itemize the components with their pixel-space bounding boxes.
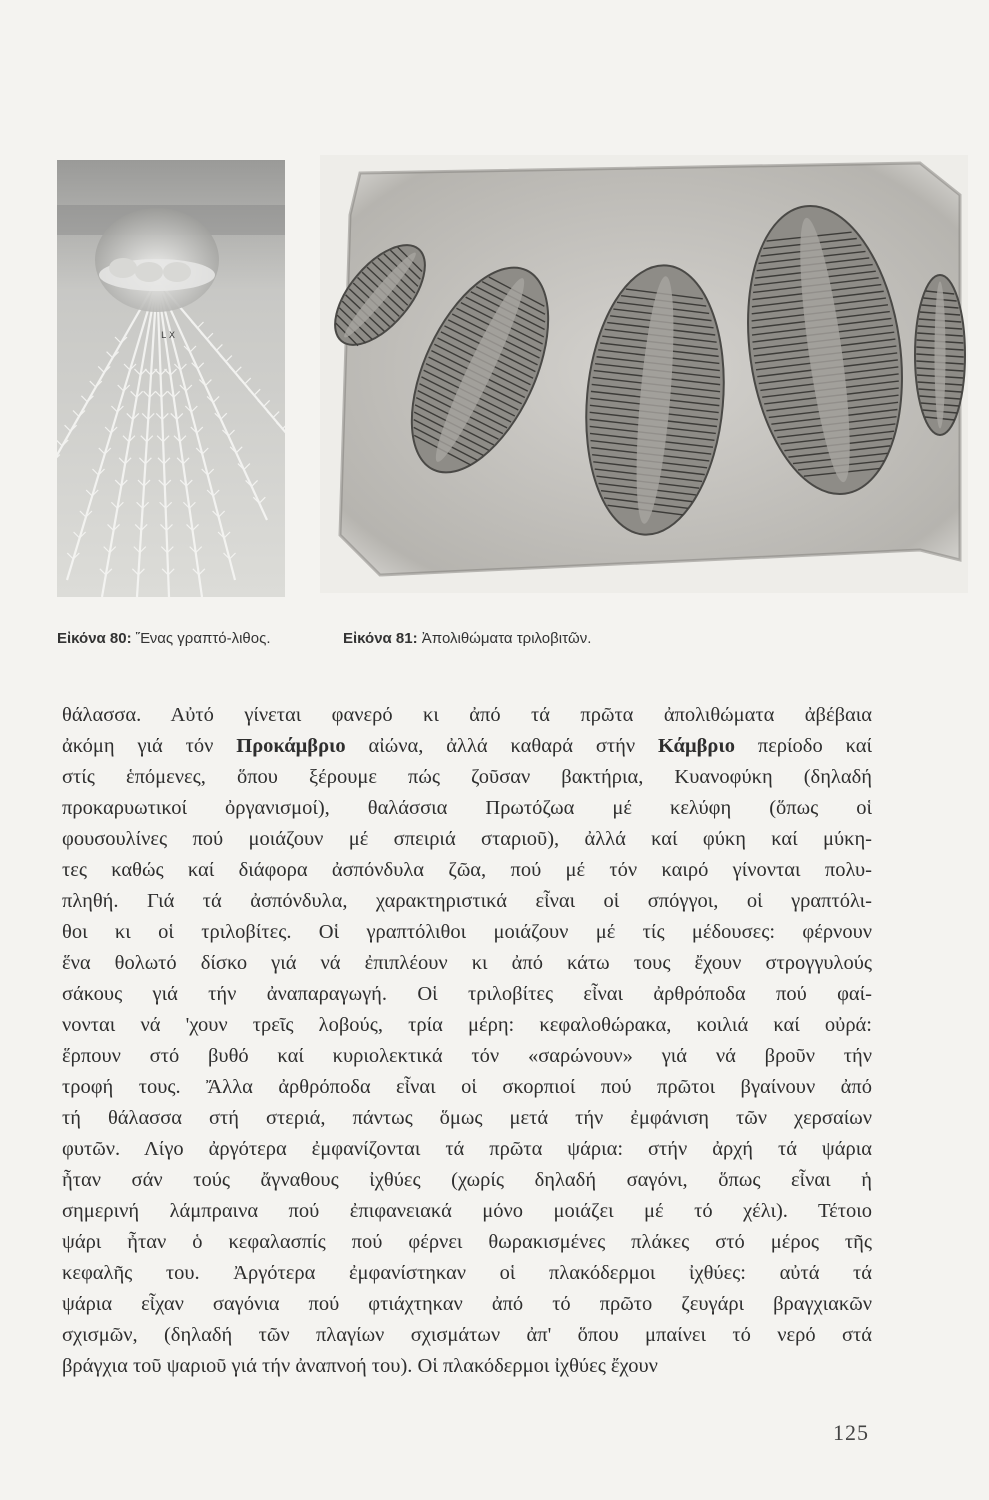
trilobite-fossil-drawing [320,155,968,593]
figure-81-trilobites-image [320,155,968,593]
page-number: 125 [833,1420,869,1445]
body-line: τες καθώς καί διάφορα ἀσπόνδυλα ζῶα, πού μέ τόν καιρό γίνονται πολυ- [62,859,872,881]
body-line: θοι κι οἱ τριλοβίτες. Οἱ γραπτόλιθοι μοιάζουν μέ τίς μέδουσες: φέρνουν [62,921,872,943]
body-line: ἀκόμη γιά τόν Προκάμβριο αἰώνα, ἀλλά καθαρά στήν Κάμβριο περίοδο καί [62,735,872,757]
figure-81-caption [343,628,943,650]
figure-81-caption-text: Ἀπολιθώματα τριλοβιτῶν. [421,630,592,647]
body-line: φυτῶν. Λίγο ἀργότερα ἐμφανίζονται τά πρῶτα ψάρια: στήν ἀρχή τά ψάρια [62,1138,872,1160]
body-line: προκαρυωτικοί ὀργανισμοί), θαλάσσια Πρωτόζωα μέ κελύφη (ὅπως οἱ [62,797,872,819]
body-line: σημερινή λάμπραινα πού ἐπιφανειακά μόνο μοιάζει μέ τό χέλι). Τέτοιο [62,1200,872,1222]
photo-mark: L X [161,331,176,341]
body-line: πληθή. Γιά τά ἀσπόνδυλα, χαρακτηριστικά εἶναι οἱ σπόγγοι, οἱ γραπτόλι- [62,890,872,912]
body-line: θάλασσα. Αὐτό γίνεται φανερό κι ἀπό τά πρῶτα ἀπολιθώματα ἀβέβαια [62,704,872,726]
body-line: ψάρια εἶχαν σαγόνια πού φτιάχτηκαν ἀπό τό πρῶτο ζευγάρι βραγχιακῶν [62,1293,872,1315]
trilobite-fossil [915,275,965,435]
body-line: σάκους γιά τήν ἀναπαραγωγή. Οἱ τριλοβίτες εἶναι ἀρθρόποδα πού φαί- [62,983,872,1005]
body-line: ψάρι ἦταν ὁ κεφαλασπίς πού φέρνει θωρακισμένες πλάκες στό μέρος τῆς [62,1231,872,1253]
body-line: τή θάλασσα στή στεριά, πάντως ὅμως μετά τήν ἐμφάνιση τῶν χερσαίων [62,1107,872,1129]
body-line: σχισμῶν, (δηλαδή τῶν πλαγίων σχισμάτων ἀπ' ὅπου μπαίνει τό νερό στά [62,1324,872,1346]
body-line: στίς ἑπόμενες, ὅπου ξέρουμε πώς ζοῦσαν βακτήρια, Κυανοφύκη (δηλαδή [62,766,872,788]
body-text [62,700,872,1382]
body-line: τροφή τους. Ἄλλα ἀρθρόποδα εἶναι οἱ σκορπιοί πού πρῶτοι βγαίνουν ἀπό [62,1076,872,1098]
body-line: ἦταν σάν τούς ἄγναθους ἰχθύες (χωρίς δηλαδή σαγόνι, ὅπως εἶναι ἡ [62,1169,872,1191]
figure-80-label: Εἰκόνα 80: [57,630,132,647]
body-line: νονται νά 'χουν τρεῖς λοβούς, τρία μέρη: κεφαλοθώρακα, κοιλιά καί οὐρά: [62,1014,872,1036]
body-line: ἕρπουν στό βυθό καί κυριολεκτικά τόν «σαρώνουν» γιά νά βροῦν τήν [62,1045,872,1067]
body-line: ἕνα θολωτό δίσκο γιά νά ἐπιπλέουν κι ἀπό κάτω τους ἔχουν στρογγυλούς [62,952,872,974]
body-line: βράγχια τοῦ ψαριοῦ γιά τήν ἀναπνοή του). Οἱ πλακόδερμοι ἰχθύες ἔχουν [62,1355,658,1377]
figure-80-caption [57,628,289,650]
graptolite-drawing [57,160,285,597]
body-line: φουσουλίνες πού μοιάζουν μέ σπειριά σταριοῦ), ἀλλά καί φύκη καί μύκη- [62,828,872,850]
figure-80-caption-text: Ἕνας γραπτό-λιθος. [135,630,271,647]
body-line: κεφαλῆς του. Ἀργότερα ἐμφανίστηκαν οἱ πλακόδερμοι ἰχθύες: αὐτά τά [62,1262,872,1284]
figure-81-label: Εἰκόνα 81: [343,630,418,647]
figure-80-graptolite-image [57,160,285,597]
